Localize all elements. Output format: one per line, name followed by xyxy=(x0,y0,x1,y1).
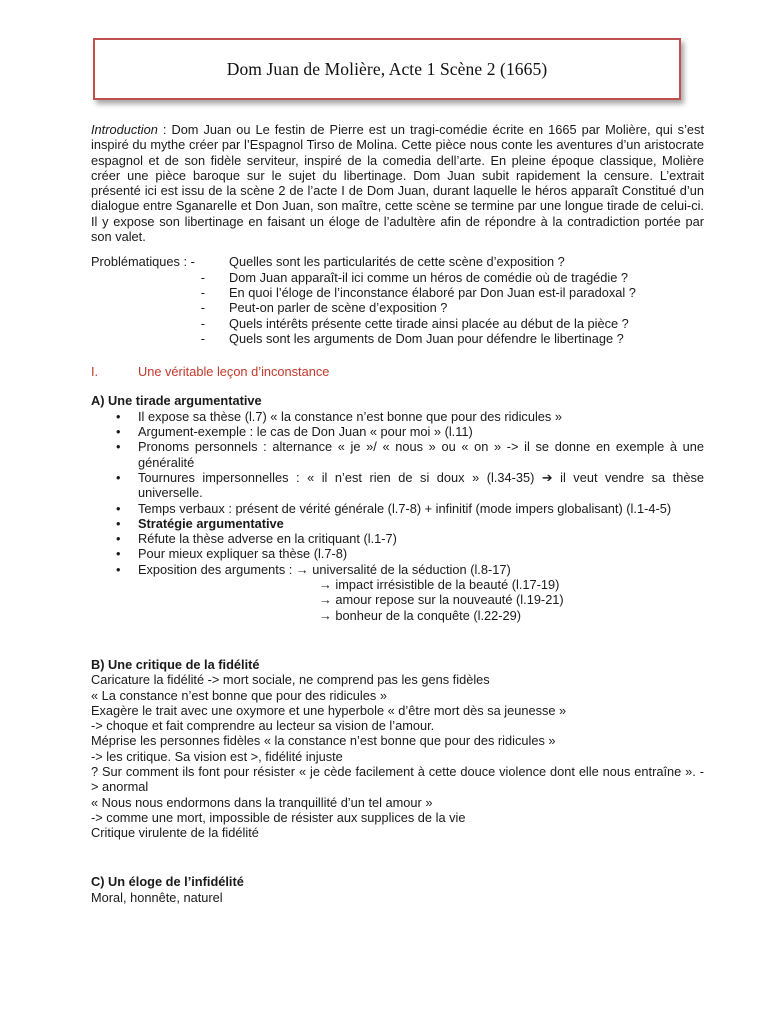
text-line: ? Sur comment ils font pour résister « je cède facilement à cette douce violence dont elle nous entraîne ». -> anormal xyxy=(91,763,704,795)
section-A-heading: A) Une tirade argumentative xyxy=(91,393,262,409)
section-I-heading xyxy=(91,364,704,379)
list-item: • Pour mieux expliquer sa thèse (l.7-8) xyxy=(116,546,348,562)
list-item: • Temps verbaux : présent de vérité générale (l.7-8) + infinitif (mode impers globalisant) (l.1-4-5) xyxy=(116,500,672,516)
list-item: • Argument-exemple : le cas de Don Juan « pour moi » (l.11) xyxy=(116,424,473,440)
problematique-item: - En quoi l’éloge de l’inconstance élaboré par Don Juan est-il paradoxal ? xyxy=(200,284,636,300)
text-line: -> comme une mort, impossible de résister aux supplices de la vie xyxy=(91,809,466,825)
section-title: Une véritable leçon d’inconstance xyxy=(138,364,330,380)
text-line: -> choque et fait comprendre au lecteur sa vision de l’amour. xyxy=(91,718,435,734)
list-item: • Exposition des arguments : → universalité de la séduction (l.8-17) xyxy=(116,561,511,577)
document-title: Dom Juan de Molière, Acte 1 Scène 2 (1665) xyxy=(226,58,548,79)
list-item: • Stratégie argumentative xyxy=(116,515,284,531)
problematique-item: - Dom Juan apparaît-il ici comme un héros de comédie où de tragédie ? xyxy=(200,269,629,285)
section-B-heading: B) Une critique de la fidélité xyxy=(91,656,260,672)
problematique-item: Problématiques : - Quelles sont les particularités de cette scène d’exposition ? xyxy=(91,254,565,270)
text-line: Méprise les personnes fidèles « la constance n’est bonne que pour des ridicules » xyxy=(91,733,556,749)
arrow-line: → impact irrésistible de la beauté (l.17-19) xyxy=(319,577,560,593)
text-line: Caricature la fidélité -> mort sociale, ne comprend pas les gens fidèles xyxy=(91,672,490,688)
problematiques-list xyxy=(91,254,704,346)
text-line: Moral, honnête, naturel xyxy=(91,889,223,905)
list-item: • Réfute la thèse adverse en la critiquant (l.1-7) xyxy=(116,531,397,547)
list-item: • Tournures impersonnelles : « il n’est rien de si doux » (l.34-35) ➔ il veut vendre sa thèse universelle. xyxy=(116,469,704,501)
problematique-item: - Peut-on parler de scène d’exposition ? xyxy=(200,300,448,316)
text-line: Exagère le trait avec une oxymore et une hyperbole « d’être mort dès sa jeunesse » xyxy=(91,702,567,718)
section-C-heading: C) Un éloge de l’infidélité xyxy=(91,874,244,890)
text-line: -> les critique. Sa vision est >, fidélité injuste xyxy=(91,748,343,764)
section-number: I. xyxy=(91,364,99,380)
list-item: • Il expose sa thèse (l.7) « la constance n’est bonne que pour des ridicules » xyxy=(116,408,562,424)
title-box xyxy=(93,38,681,100)
intro-paragraph xyxy=(91,122,704,244)
intro-text: : Dom Juan ou Le festin de Pierre est un tragi-comédie écrite en 1665 par Molière, qui s’est inspiré du mythe créer par l’Espagnol Tirso de Molina. Cette pièce nous conte les aventures d’un aristocrate espagnol et de son fidèle serviteur, inspiré de la comedia dell’arte. En pleine époque classique, Molière créer une pièce baroque sur le sujet du libertinage. Dom Juan subit rapidement la censure. L’extrait présenté ici est issu de la scène 2 de l’acte I de Dom Juan, durant laquelle le héros apparaît Constitué d’un dialogue entre Sganarelle et Don Juan, son maître, cette scène se termine par une longue tirade de celui-ci. Il y expose son libertinage en faisant un éloge de l’adultère afin de répondre à la contradiction portée par son valet. xyxy=(91,122,704,245)
arrow-line: → bonheur de la conquête (l.22-29) xyxy=(319,607,522,623)
section-A-bullets xyxy=(91,409,704,577)
strategy-label: Stratégie argumentative xyxy=(138,515,284,531)
intro-label: Introduction xyxy=(91,122,158,137)
text-line: « La constance n’est bonne que pour des ridicules » xyxy=(91,687,387,703)
text-line: Critique virulente de la fidélité xyxy=(91,825,259,841)
document-body xyxy=(91,122,704,905)
arrow-line: → amour repose sur la nouveauté (l.19-21) xyxy=(319,592,564,608)
section-B-lines xyxy=(91,672,704,840)
problematique-item: - Quels intérêts présente cette tirade ainsi placée au début de la pièce ? xyxy=(200,315,629,331)
problematique-item: - Quels sont les arguments de Dom Juan pour défendre le libertinage ? xyxy=(200,330,624,346)
problematiques-label: Problématiques : - xyxy=(91,254,195,270)
list-item: • Pronoms personnels : alternance « je »/ « nous » ou « on » -> il se donne en exemple à une généralité xyxy=(116,439,704,470)
text-line: « Nous nous endormons dans la tranquillité d’un tel amour » xyxy=(91,794,433,810)
